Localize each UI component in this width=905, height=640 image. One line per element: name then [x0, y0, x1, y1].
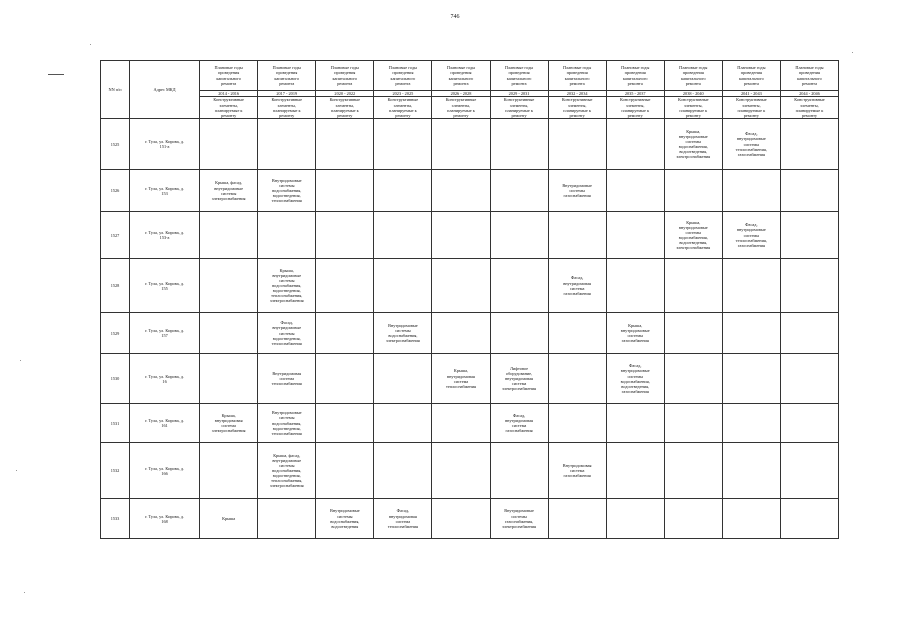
table-row — [101, 404, 839, 443]
repair-elements-cell — [606, 443, 664, 499]
repair-elements-cell — [780, 212, 838, 259]
row-address: г. Тула, ул. Кирова, д. 16 — [130, 354, 200, 404]
repair-elements-cell — [432, 404, 490, 443]
repair-elements-cell — [780, 404, 838, 443]
header-period: 2020 - 2022 — [316, 91, 374, 97]
repair-elements-cell — [200, 212, 258, 259]
repair-elements-cell — [548, 404, 606, 443]
repair-elements-cell: Крыша, фасад, внутридомовые системы электроснабжения — [200, 170, 258, 212]
table-row — [101, 313, 839, 354]
repair-elements-cell: Крыша, внутридомовые системы водоснабжения, водоотведения, электроснабжения — [664, 119, 722, 170]
scan-speck — [852, 52, 853, 53]
row-number: 1529 — [101, 313, 130, 354]
repair-elements-cell — [780, 443, 838, 499]
repair-elements-cell — [490, 313, 548, 354]
repair-elements-cell — [606, 212, 664, 259]
row-address: г. Тула, ул. Кирова, д. 157 — [130, 313, 200, 354]
repair-elements-cell — [374, 404, 432, 443]
header-number: NN п/п — [101, 61, 130, 119]
header-plan-label: Плановые годы проведения капитального ремонта — [548, 61, 606, 91]
repair-elements-cell — [200, 313, 258, 354]
repair-elements-cell — [548, 313, 606, 354]
header-address: Адрес МКД — [130, 61, 200, 119]
header-plan-label: Плановые годы проведения капитального ремонта — [664, 61, 722, 91]
repair-elements-cell — [664, 170, 722, 212]
repair-elements-cell — [374, 119, 432, 170]
repair-elements-cell — [432, 259, 490, 313]
repair-elements-cell — [316, 170, 374, 212]
header-element-label: Конструктивные элементы, планируемые к ремонту — [548, 97, 606, 119]
repair-elements-cell — [200, 119, 258, 170]
repair-elements-cell — [664, 443, 722, 499]
header-period: 2026 - 2028 — [432, 91, 490, 97]
repair-elements-cell — [664, 404, 722, 443]
repair-elements-cell — [722, 354, 780, 404]
repair-elements-cell — [664, 259, 722, 313]
header-row-plan — [101, 61, 839, 91]
repair-elements-cell: Фасад, внутридомовые системы водоснабжения, водоотведения, газоснабжения — [606, 354, 664, 404]
repair-elements-cell — [780, 499, 838, 539]
header-element-label: Конструктивные элементы, планируемые к ремонту — [200, 97, 258, 119]
repair-elements-cell — [606, 170, 664, 212]
header-element-label: Конструктивные элементы, планируемые к ремонту — [490, 97, 548, 119]
scan-speck — [24, 592, 25, 593]
repair-elements-cell: Крыша, внутридомовые системы водоснабжения, водоотведения, электроснабжения — [664, 212, 722, 259]
header-element-label: Конструктивные элементы, планируемые к ремонту — [780, 97, 838, 119]
repair-elements-cell — [432, 313, 490, 354]
repair-elements-cell — [664, 354, 722, 404]
table-row — [101, 119, 839, 170]
repair-elements-cell: Крыша — [200, 499, 258, 539]
repair-elements-cell: Внутридомовые системы водоснабжения, водоотведения — [316, 499, 374, 539]
repair-elements-cell — [374, 259, 432, 313]
repair-elements-cell — [258, 119, 316, 170]
repair-elements-cell — [548, 119, 606, 170]
table-row — [101, 212, 839, 259]
header-element-label: Конструктивные элементы, планируемые к ремонту — [664, 97, 722, 119]
repair-elements-cell — [316, 354, 374, 404]
repair-elements-cell: Фасад, внутридомовая система газоснабжения — [548, 259, 606, 313]
repair-elements-cell — [374, 212, 432, 259]
repair-elements-cell: Фасад, внутридомовые системы теплоснабжения, газоснабжения — [722, 119, 780, 170]
repair-elements-cell — [664, 313, 722, 354]
repair-elements-cell: Внутридомовые системы газоснабжения, электроснабжения — [490, 499, 548, 539]
header-element-label: Конструктивные элементы, планируемые к ремонту — [606, 97, 664, 119]
header-plan-label: Плановые годы проведения капитального ремонта — [374, 61, 432, 91]
repair-elements-cell — [316, 119, 374, 170]
header-element-label: Конструктивные элементы, планируемые к ремонту — [258, 97, 316, 119]
repair-elements-cell — [258, 499, 316, 539]
repair-elements-cell — [316, 443, 374, 499]
repair-elements-cell — [316, 212, 374, 259]
header-period: 2017 - 2019 — [258, 91, 316, 97]
row-number: 1527 — [101, 212, 130, 259]
repair-elements-cell: Внутридомовые системы водоснабжения, водоотведения, теплоснабжения — [258, 170, 316, 212]
repair-elements-cell: Крыша, внутридомовые системы водоснабжения, водоотведения, теплоснабжения, электроснабжения — [258, 259, 316, 313]
row-address: г. Тула, ул. Кирова, д. 161 — [130, 404, 200, 443]
repair-elements-cell — [606, 404, 664, 443]
repair-elements-cell — [780, 170, 838, 212]
repair-elements-cell: Крыша, внутридомовые системы газоснабжения — [606, 313, 664, 354]
repair-elements-cell — [490, 443, 548, 499]
repair-elements-cell — [722, 259, 780, 313]
repair-elements-cell: Крыша, внутридомовая система электроснабжения — [200, 404, 258, 443]
repair-elements-cell: Внутридомовые системы водоснабжения, электроснабжения — [374, 313, 432, 354]
repair-elements-cell — [316, 313, 374, 354]
header-plan-label: Плановые годы проведения капитального ремонта — [200, 61, 258, 91]
header-row-elements — [101, 97, 839, 119]
header-element-label: Конструктивные элементы, планируемые к ремонту — [316, 97, 374, 119]
repair-elements-cell: Внутридомовые системы газоснабжения — [548, 170, 606, 212]
table-row — [101, 170, 839, 212]
row-address: г. Тула, ул. Кирова, д. 151-а — [130, 119, 200, 170]
repair-elements-cell — [780, 313, 838, 354]
repair-elements-cell: Фасад, внутридомовые системы теплоснабжения, газоснабжения — [722, 212, 780, 259]
row-address: г. Тула, ул. Кирова, д. 153-а — [130, 212, 200, 259]
row-number: 1528 — [101, 259, 130, 313]
header-plan-label: Плановые годы проведения капитального ремонта — [258, 61, 316, 91]
repair-elements-cell — [200, 259, 258, 313]
repair-elements-cell — [548, 499, 606, 539]
header-period: 2044 - 2046 — [780, 91, 838, 97]
row-number: 1533 — [101, 499, 130, 539]
scan-speck — [20, 360, 21, 361]
repair-elements-cell — [432, 443, 490, 499]
repair-elements-cell — [606, 119, 664, 170]
header-element-label: Конструктивные элементы, планируемые к ремонту — [722, 97, 780, 119]
row-number: 1526 — [101, 170, 130, 212]
scan-speck — [90, 44, 91, 45]
header-plan-label: Плановые годы проведения капитального ремонта — [316, 61, 374, 91]
header-element-label: Конструктивные элементы, планируемые к ремонту — [374, 97, 432, 119]
repair-elements-cell — [490, 170, 548, 212]
repair-elements-cell — [722, 313, 780, 354]
header-period: 2029 - 2031 — [490, 91, 548, 97]
repair-elements-cell: Крыша, фасад, внутридомовые системы водоснабжения, водоотведения, теплоснабжения, электроснабжения — [258, 443, 316, 499]
repair-elements-cell — [200, 443, 258, 499]
repair-elements-cell — [722, 499, 780, 539]
repair-elements-cell — [548, 212, 606, 259]
header-period: 2032 - 2034 — [548, 91, 606, 97]
row-number: 1525 — [101, 119, 130, 170]
capital-repair-schedule-table — [100, 60, 839, 539]
repair-elements-cell — [722, 443, 780, 499]
repair-elements-cell — [316, 404, 374, 443]
repair-elements-cell — [432, 212, 490, 259]
scan-speck — [16, 470, 17, 471]
repair-elements-cell — [606, 499, 664, 539]
table-row — [101, 499, 839, 539]
repair-elements-cell — [722, 404, 780, 443]
row-number: 1530 — [101, 354, 130, 404]
repair-elements-cell: Фасад, внутридомовая система газоснабжения — [490, 404, 548, 443]
repair-elements-cell: Фасад, внутридомовые системы водоотведения, теплоснабжения — [258, 313, 316, 354]
repair-elements-cell — [432, 499, 490, 539]
repair-elements-cell — [490, 259, 548, 313]
header-plan-label: Плановые годы проведения капитального ремонта — [606, 61, 664, 91]
repair-elements-cell: Фасад, внутридомовая система теплоснабжения — [374, 499, 432, 539]
repair-elements-cell — [664, 499, 722, 539]
header-period: 2035 - 2037 — [606, 91, 664, 97]
row-address: г. Тула, ул. Кирова, д. 155 — [130, 259, 200, 313]
repair-elements-cell — [780, 119, 838, 170]
header-period: 2023 - 2025 — [374, 91, 432, 97]
row-address: г. Тула, ул. Кирова, д. 153 — [130, 170, 200, 212]
repair-elements-cell — [606, 259, 664, 313]
header-plan-label: Плановые годы проведения капитального ремонта — [780, 61, 838, 91]
repair-elements-cell — [722, 170, 780, 212]
header-plan-label: Плановые годы проведения капитального ремонта — [722, 61, 780, 91]
table-row — [101, 354, 839, 404]
row-address: г. Тула, ул. Кирова, д. 166 — [130, 443, 200, 499]
header-period: 2041 - 2043 — [722, 91, 780, 97]
repair-elements-cell — [374, 443, 432, 499]
repair-elements-cell: Крыша, внутридомовая система теплоснабжения — [432, 354, 490, 404]
header-element-label: Конструктивные элементы, планируемые к ремонту — [432, 97, 490, 119]
row-number: 1532 — [101, 443, 130, 499]
row-address: г. Тула, ул. Кирова, д. 168 — [130, 499, 200, 539]
repair-elements-cell — [374, 170, 432, 212]
row-number: 1531 — [101, 404, 130, 443]
repair-elements-cell — [780, 259, 838, 313]
repair-elements-cell: Внутридомовая система теплоснабжения — [258, 354, 316, 404]
header-period: 2014 - 2016 — [200, 91, 258, 97]
repair-elements-cell — [490, 212, 548, 259]
repair-elements-cell — [258, 212, 316, 259]
repair-elements-cell — [432, 170, 490, 212]
header-period: 2038 - 2040 — [664, 91, 722, 97]
page-number: 746 — [450, 14, 460, 20]
table-row — [101, 259, 839, 313]
table-row — [101, 443, 839, 499]
repair-elements-cell — [432, 119, 490, 170]
repair-elements-cell — [316, 259, 374, 313]
margin-mark — [48, 74, 64, 75]
repair-elements-cell — [374, 354, 432, 404]
repair-elements-cell — [490, 119, 548, 170]
header-plan-label: Плановые годы проведения капитального ремонта — [432, 61, 490, 91]
repair-elements-cell — [548, 354, 606, 404]
repair-elements-cell: Внутридомовая система газоснабжения — [548, 443, 606, 499]
header-plan-label: Плановые годы проведения капитального ремонта — [490, 61, 548, 91]
repair-elements-cell — [200, 354, 258, 404]
repair-elements-cell: Лифтовое оборудование, внутридомовая система электроснабжения — [490, 354, 548, 404]
repair-elements-cell: Внутридомовые системы водоснабжения, водоотведения, теплоснабжения — [258, 404, 316, 443]
repair-elements-cell — [780, 354, 838, 404]
